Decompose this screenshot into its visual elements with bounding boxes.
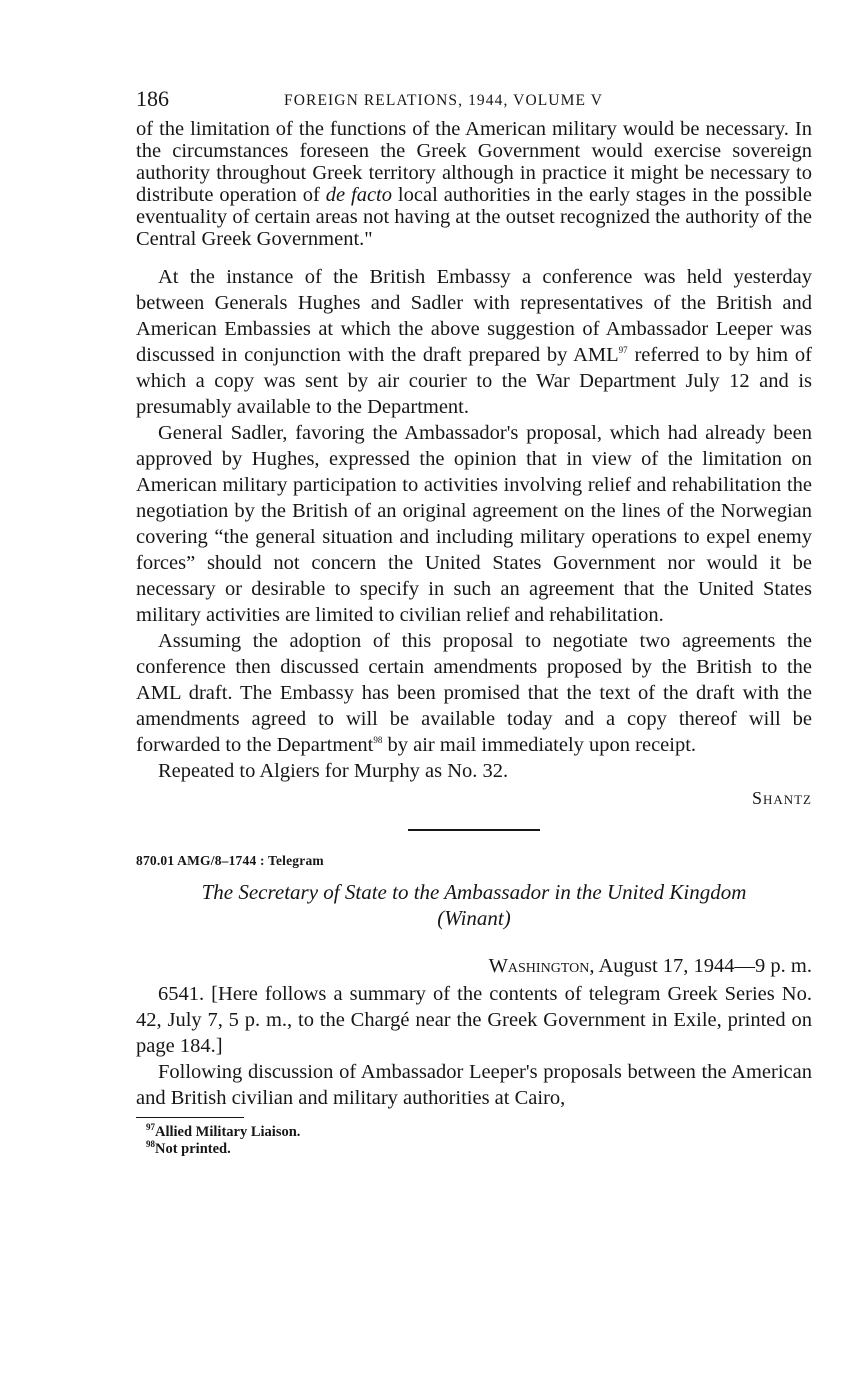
footnotes [136, 1124, 812, 1158]
file-reference: 870.01 AMG/8–1744 : Telegram [136, 853, 324, 868]
paragraph-repeated: Repeated to Algiers for Murphy as No. 32. [158, 760, 509, 782]
paragraph-text: local authorities in the early stages in the possible eventuality of certain areas not having at the outset recognized the authority of the Central Greek Government." [136, 184, 812, 250]
dateline-date: , August 17, 1944—9 p. m. [589, 955, 812, 977]
document-title-line: The Secretary of State to the Ambassador in the United Kingdom [201, 880, 747, 904]
paragraph-summary: 6541. [Here follows a summary of the contents of telegram Greek Series No. 42, July 7, 5 p. m., to the Chargé near the Greek Government in Exile, printed on page 184.] [136, 983, 812, 1057]
footnote-divider [136, 1117, 244, 1118]
running-header [136, 84, 812, 118]
running-title: FOREIGN RELATIONS, 1944, VOLUME V [284, 92, 604, 109]
dateline [136, 953, 812, 979]
footnote-ref-98[interactable]: 98 [373, 735, 383, 746]
paragraph-text: referred to by him of which a copy was sent by air courier to the War Department July 12 and is presumably available to the Department. [136, 344, 812, 418]
footnote-text: Allied Military Liaison. [155, 1124, 301, 1140]
signature: Shantz [751, 788, 812, 808]
footnote-97 [146, 1124, 812, 1141]
footnote-98 [146, 1141, 812, 1158]
document-title [136, 879, 812, 931]
footnote-mark: 98 [146, 1139, 155, 1150]
paragraph-text: Assuming the adoption of this proposal to negotiate two agreements the conference then discussed certain amendments proposed by the British to the AML draft. The Embassy has been promised that the text of the draft with the amendments agreed to will be available today and a copy thereof will be forwarded to the Department [136, 630, 812, 756]
paragraph-text: by air mail immediately upon receipt. [382, 734, 697, 756]
paragraph-text: of the limitation of the functions of the American military would be necessary. In the circumstances foreseen the Greek Government would exercise sovereign authority throughout Greek territory although in practice it might be necessary to distribute operation of [136, 118, 812, 206]
section-divider [408, 829, 540, 831]
page-number: 186 [136, 86, 169, 111]
paragraph-amendments [136, 628, 812, 758]
paragraph-sadler: General Sadler, favoring the Ambassador's proposal, which had already been approved by Hughes, expressed the opinion that in view of the limitation on American military participation to activities involving relief and rehabilitation the negotiation by the British of an original agreement on the lines of the Norwegian covering “the general situation and including military operations to expel enemy forces” should not concern the United States Government nor would it be necessary or desirable to specify in such an agreement that the United States military activities are limited to civilian relief and rehabilitation. [136, 422, 812, 626]
paragraph-following: Following discussion of Ambassador Leeper's proposals between the American and British civilian and military authorities at Cairo, [136, 1061, 812, 1109]
footnote-text: Not printed. [155, 1141, 231, 1157]
document-title-recipient: (Winant) [437, 906, 511, 930]
italic-phrase: de facto [325, 184, 392, 206]
footnote-ref-97[interactable]: 97 [618, 345, 628, 356]
paragraph-conference [136, 264, 812, 420]
footnote-mark: 97 [146, 1122, 155, 1133]
dateline-place: Washington [488, 955, 590, 977]
document-page [136, 84, 812, 1158]
paragraph-text: At the instance of the British Embassy a conference was held yesterday between Generals Hughes and Sadler with representatives of the British and American Embassies at which the above suggestion of Ambassador Leeper was discussed in conjunction with the draft prepared by AML [136, 266, 812, 366]
paragraph-continuation [136, 118, 812, 250]
